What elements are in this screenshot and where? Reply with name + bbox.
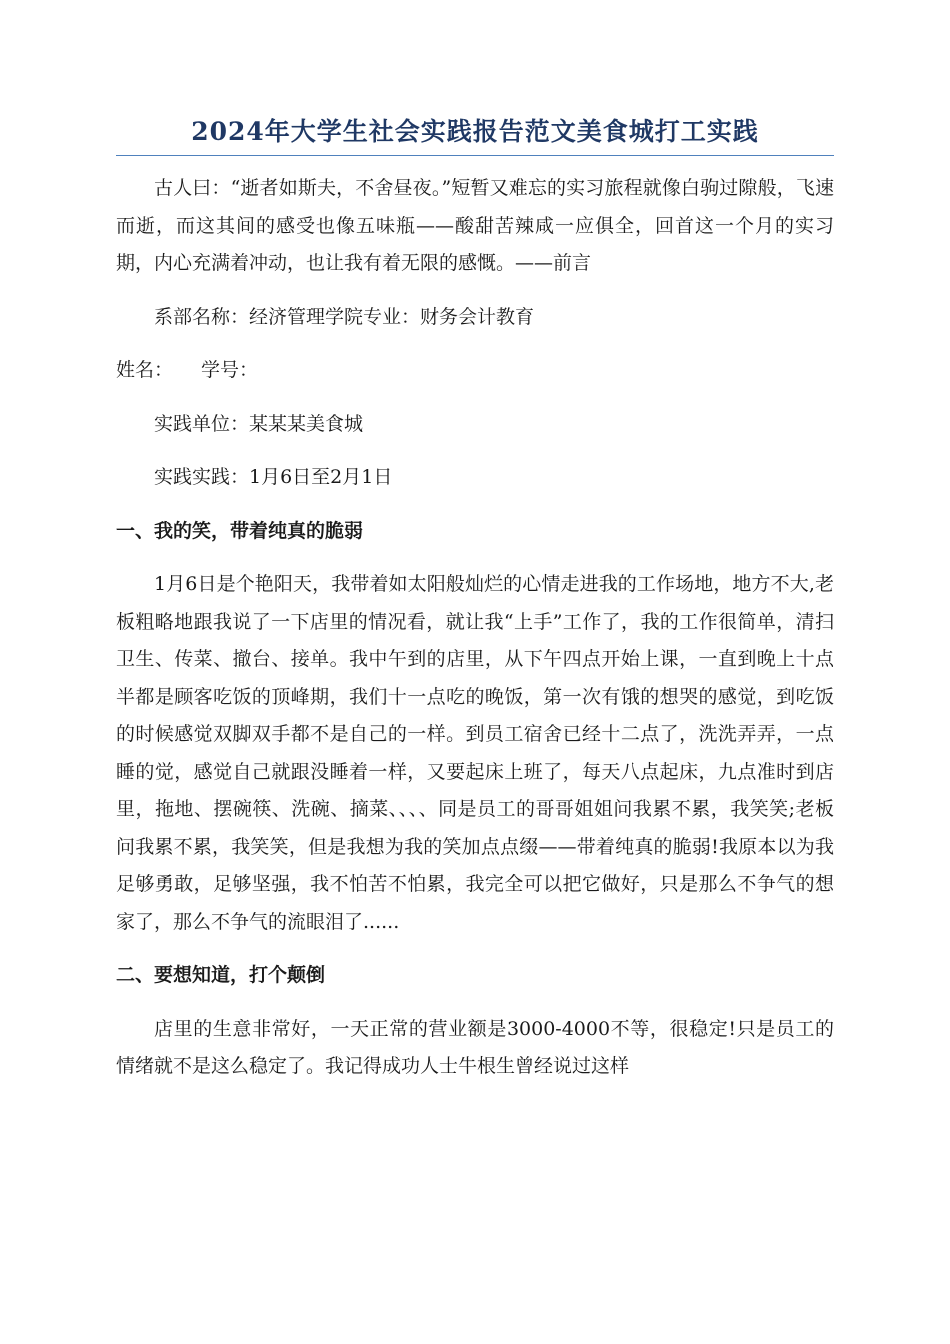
practice-period-line: 实践实践：1月6日至2月1日 [154,466,393,488]
student-id-label: 学号： [201,359,259,381]
name-id-row [116,352,834,390]
section-2-body: 店里的生意非常好，一天正常的营业额是3000-4000不等，很稳定!只是员工的情绪就不是这么稳定了。我记得成功人士牛根生曾经说过这样 [116,1017,834,1077]
department-line: 系部名称：经济管理学院专业：财务会计教育 [154,305,535,328]
intro-paragraph: 古人曰：“逝者如斯夫，不舍昼夜。”短暂又难忘的实习旅程就像白驹过隙般，飞速而逝，而这其间的感受也像五味瓶——酸甜苦辣咸一应俱全，回首这一个月的实习期，内心充满着冲动，也让我有着无限的感慨。——前言 [116,177,834,274]
section-2-heading: 二、要想知道，打个颠倒 [116,964,326,986]
section-1-body: 1月6日是个艳阳天，我带着如太阳般灿烂的心情走进我的工作场地，地方不大,老板粗略地跟我说了一下店里的情况看，就让我“上手”工作了，我的工作很简单，清扫卫生、传菜、撤台、接单。我中午到的店里，从下午四点开始上课，一直到晚上十点半都是顾客吃饭的顶峰期，我们十一点吃的晚饭，第一次有饿的想哭的感觉，到吃饭的时候感觉双脚双手都不是自己的一样。到员工宿舍已经十二点了，洗洗弄弄，一点睡的觉，感觉自己就跟没睡着一样，又要起床上班了，每天八点起床，九点准时到店里，拖地、摆碗筷、洗碗、摘菜、、、、同是员工的哥哥姐姐问我累不累，我笑笑;老板问我累不累，我笑笑，但是我想为我的笑加点点缀——带着纯真的脆弱!我原本以为我足够勇敢，足够坚强，我不怕苦不怕累，我完全可以把它做好，只是那么不争气的想家了，那么不争气的流眼泪了...... [116,573,834,933]
name-label: 姓名： [116,359,174,381]
document-page [116,110,834,1086]
document-title: 2024年大学生社会实践报告范文美食城打工实践 [191,117,759,146]
section-1-heading: 一、我的笑，带着纯真的脆弱 [116,519,364,542]
practice-unit-line: 实践单位：某某某美食城 [154,412,364,435]
title-underline [116,155,834,156]
